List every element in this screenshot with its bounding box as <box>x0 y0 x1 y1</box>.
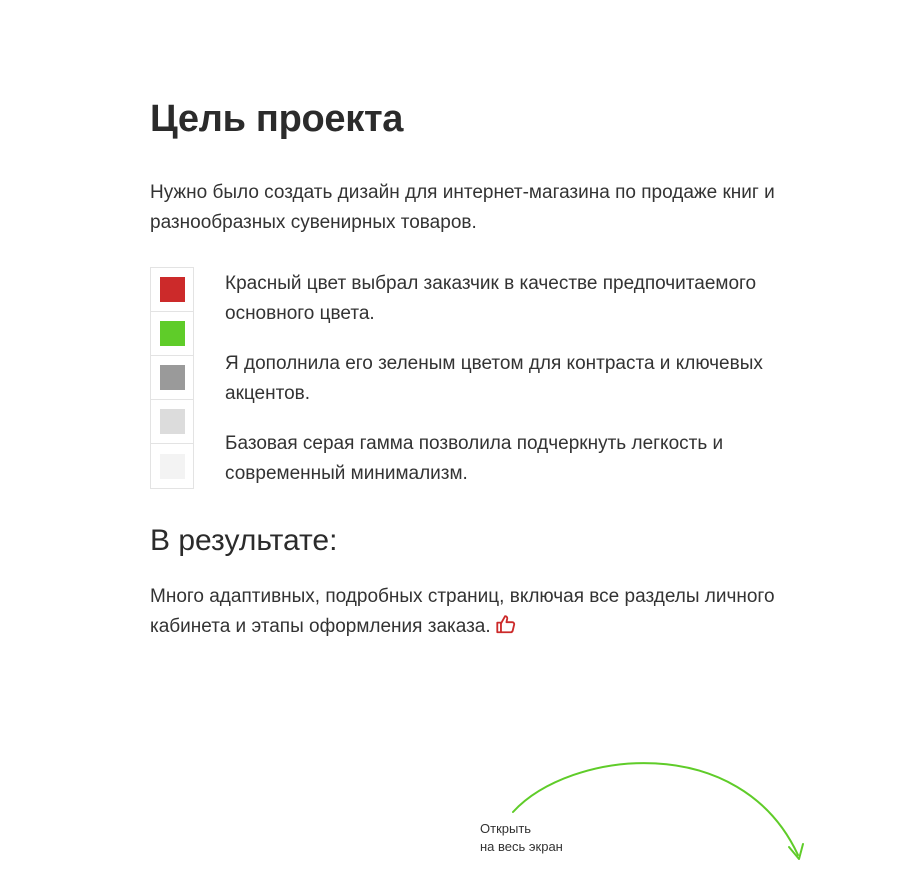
swatch-gray <box>160 365 185 390</box>
swatch-cell-red <box>151 268 193 312</box>
swatch-cell-lightest-gray <box>151 444 193 488</box>
result-text: Много адаптивных, подробных страниц, включая все разделы личного кабинета и этапы оформления заказа. <box>150 586 775 637</box>
swatch-cell-gray <box>151 356 193 400</box>
swatch-cell-light-gray <box>151 400 193 444</box>
color-notes <box>225 269 785 509</box>
swatch-red <box>160 277 185 302</box>
open-fullscreen-line2: на весь экран <box>480 839 563 854</box>
note-gray: Базовая серая гамма позволила подчеркнуть легкость и современный минимализм. <box>225 433 724 484</box>
intro-text: Нужно было создать дизайн для интернет-магазина по продаже книг и разнообразных сувенирных товаров. <box>150 182 775 233</box>
thumbs-up-icon <box>495 613 517 635</box>
swatch-cell-green <box>151 312 193 356</box>
swatch-lightest-gray <box>160 454 185 479</box>
page-title: Цель проекта <box>150 98 404 140</box>
swatch-light-gray <box>160 409 185 434</box>
swatch-green <box>160 321 185 346</box>
note-red: Красный цвет выбрал заказчик в качестве предпочитаемого основного цвета. <box>225 273 757 324</box>
result-paragraph <box>150 582 790 642</box>
color-palette <box>150 267 194 489</box>
note-green: Я дополнила его зеленым цветом для контраста и ключевых акцентов. <box>225 353 763 404</box>
open-fullscreen-line1: Открыть <box>480 821 532 836</box>
open-fullscreen-link[interactable] <box>480 820 610 856</box>
result-title: В результате: <box>150 524 338 557</box>
